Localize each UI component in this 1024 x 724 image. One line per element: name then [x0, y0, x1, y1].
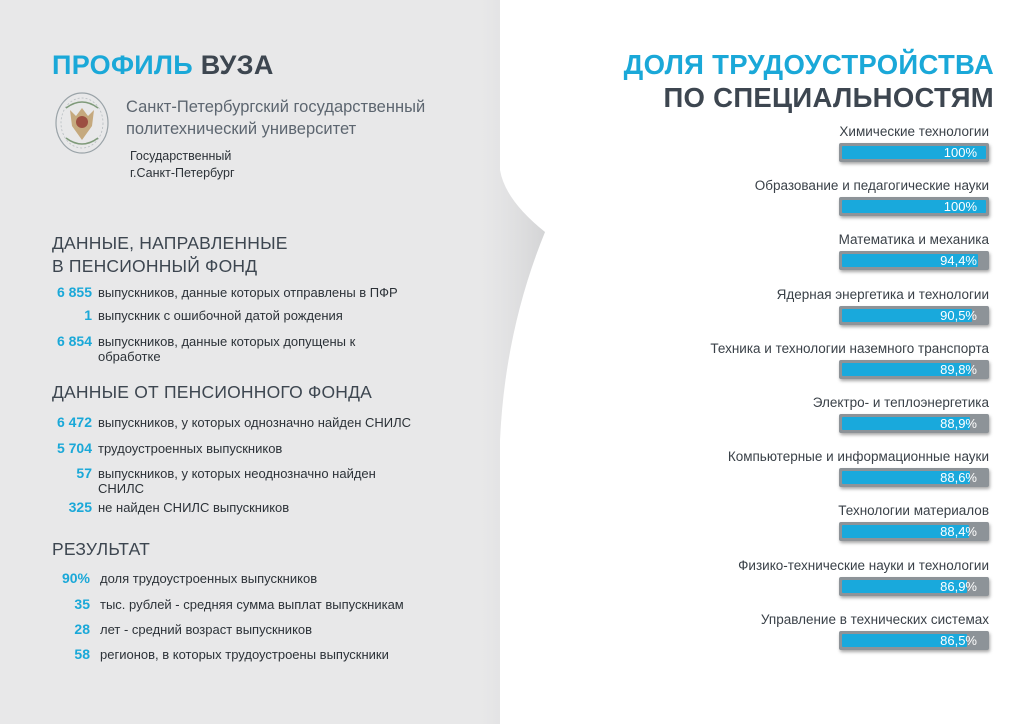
university-profile-title [52, 50, 274, 81]
title-part1: ПРОФИЛЬ [52, 50, 193, 80]
heading-line1: ДАННЫЕ, НАПРАВЛЕННЫЕ [52, 233, 288, 253]
bar-track [839, 306, 989, 325]
result-text: регионов, в которых трудоустроены выпускники [100, 647, 389, 662]
bar-track [839, 251, 989, 270]
bar-value-label: 88,9% [940, 416, 977, 431]
city: г.Санкт-Петербург [130, 166, 235, 180]
bar-track [839, 143, 989, 162]
section-pension-sent-heading [52, 232, 288, 278]
stat-number: 6 472 [56, 414, 92, 430]
bar-item [599, 558, 989, 608]
bar-category-label: Образование и педагогические науки [754, 178, 989, 194]
bar-item [599, 503, 989, 553]
stat-text: выпускников, данные которых отправлены в ПФР [98, 285, 398, 300]
ownership-type: Государственный [130, 149, 232, 163]
bar-category-label: Техника и технологии наземного транспорта [710, 340, 989, 356]
result-number: 35 [74, 596, 90, 612]
stat-text: выпускник с ошибочной датой рождения [98, 308, 343, 323]
stat-number: 1 [84, 307, 92, 323]
result-text: лет - средний возраст выпускников [100, 622, 313, 637]
stat-number: 5 704 [56, 440, 92, 456]
bar-item [599, 178, 989, 228]
bar-category-label: Электро- и теплоэнергетика [812, 395, 989, 410]
stat-text: выпускников, у которых неоднозначно найден СНИЛС [98, 466, 376, 496]
result-number: 90% [61, 570, 90, 586]
bar-category-label: Химические технологии [839, 124, 989, 139]
bar-value-label: 89,8% [940, 361, 977, 377]
stat-text: трудоустроенных выпускников [98, 441, 283, 456]
bar-track [839, 631, 989, 650]
university-emblem-icon [52, 88, 112, 158]
stat-number: 57 [76, 465, 92, 481]
bar-value-label: 94,4% [940, 253, 977, 269]
bar-category-label: Технологии материалов [838, 503, 989, 519]
bar-value-label: 90,5% [940, 307, 977, 323]
bar-value-label: 88,6% [940, 470, 977, 486]
bar-item [599, 287, 989, 337]
title-line1: ДОЛЯ ТРУДОУСТРОЙСТВА [623, 49, 994, 80]
bar-item [599, 341, 989, 391]
bar-value-label: 86,5% [940, 632, 977, 648]
bar-item [599, 395, 989, 445]
section-result-heading: РЕЗУЛЬТАТ [52, 539, 150, 559]
result-text: доля трудоустроенных выпускников [100, 571, 318, 586]
bar-item [599, 449, 989, 499]
bar-category-label: Компьютерные и информационные науки [727, 449, 989, 465]
stat-number: 325 [68, 499, 92, 515]
stat-text: выпускников, у которых однозначно найден СНИЛС [98, 415, 412, 430]
bar-track [839, 360, 989, 379]
section-pension-received-heading: ДАННЫЕ ОТ ПЕНСИОННОГО ФОНДА [52, 382, 373, 402]
stat-text: не найден СНИЛС выпускников [98, 500, 290, 515]
stat-number: 6 855 [56, 284, 92, 300]
bar-category-label: Ядерная энергетика и технологии [776, 286, 989, 302]
bar-value-label: 88,4% [940, 524, 977, 540]
heading-line2: В ПЕНСИОННЫЙ ФОНД [52, 256, 258, 276]
result-number: 28 [74, 621, 90, 637]
bar-category-label: Физико-технические науки и технологии [738, 557, 989, 573]
bar-item [599, 232, 989, 282]
bar-value-label: 100% [943, 199, 977, 215]
university-meta [130, 148, 235, 182]
title-line2: ПО СПЕЦИАЛЬНОСТЯМ [663, 82, 994, 113]
bar-track [839, 414, 989, 433]
bar-value-label: 86,9% [940, 578, 977, 594]
result-text: тыс. рублей - средняя сумма выплат выпускникам [100, 597, 404, 612]
bar-track [839, 522, 989, 541]
bar-track [839, 577, 989, 596]
university-name: Санкт-Петербургский государственный политехнический университет [126, 98, 426, 138]
bar-category-label: Управление в технических системах [760, 611, 989, 627]
bar-value-label: 100% [943, 145, 977, 160]
bar-item [599, 124, 989, 174]
bar-item [599, 612, 989, 662]
bar-track [839, 197, 989, 216]
stat-text: выпускников, данные которых допущены к обработке [98, 334, 356, 364]
employment-bar-chart [600, 0, 1000, 724]
result-number: 58 [74, 646, 90, 662]
bar-track [839, 468, 989, 487]
title-part2: ВУЗА [200, 50, 274, 80]
stat-number: 6 854 [56, 333, 92, 349]
bar-category-label: Математика и механика [838, 232, 989, 248]
